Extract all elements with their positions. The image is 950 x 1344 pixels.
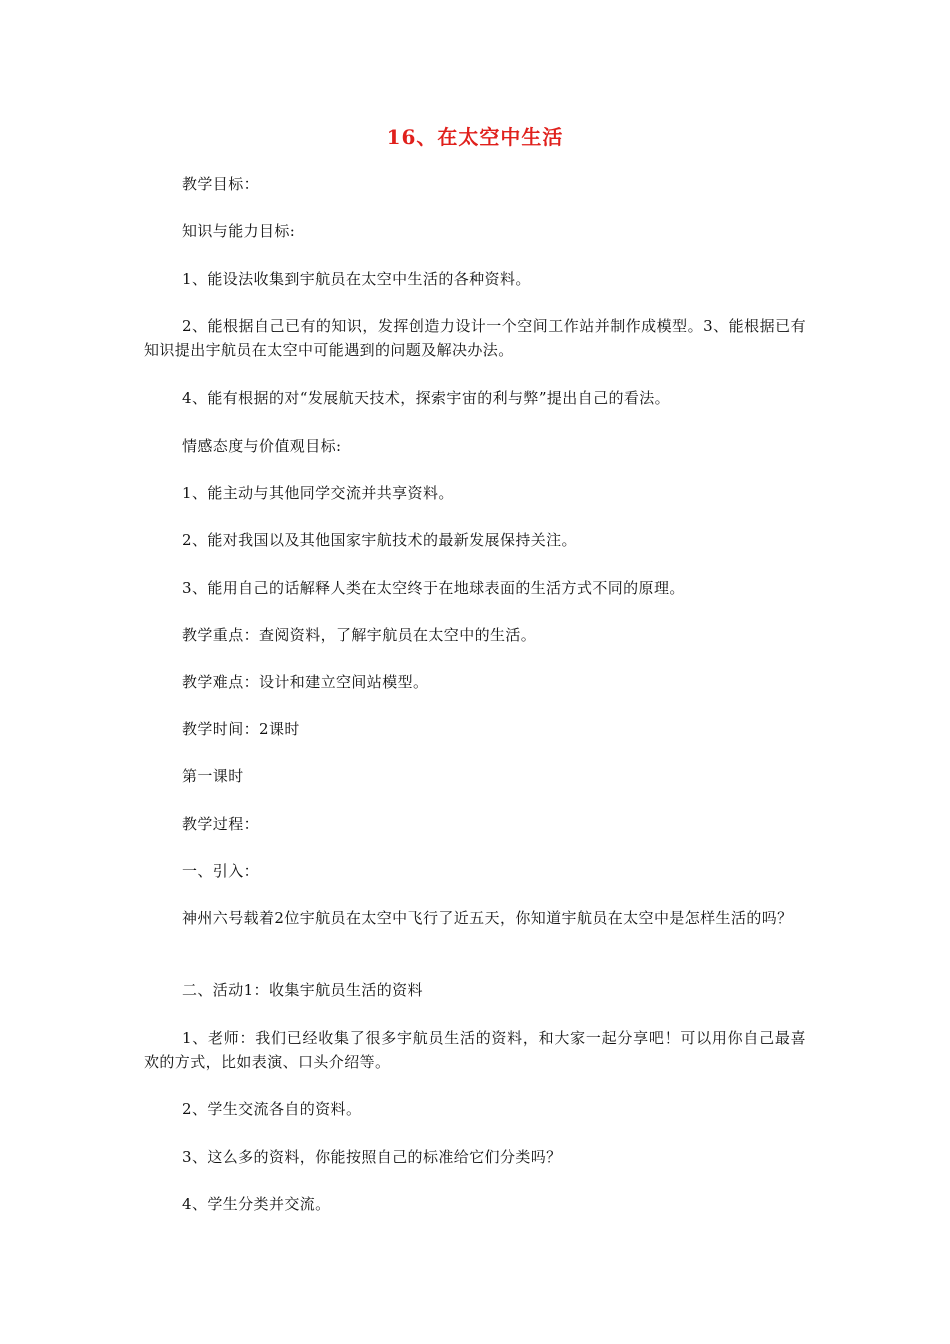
paragraph-shenzhou: 神州六号载着2位宇航员在太空中飞行了近五天，你知道宇航员在太空中是怎样生活的吗？ bbox=[182, 909, 793, 927]
paragraph-step-1: 1、老师：我们已经收集了很多宇航员生活的资料，和大家一起分享吧！可以用你自己最喜欢的方式，比如表演、口头介绍等。 bbox=[144, 1029, 806, 1071]
paragraph-introduction: 一、引入： bbox=[182, 862, 260, 880]
paragraph-difficulty: 教学难点：设计和建立空间站模型。 bbox=[182, 673, 429, 691]
paragraph-goal-4: 4、能有根据的对“发展航天技术，探索宇宙的利与弊”提出自己的看法。 bbox=[182, 389, 671, 407]
paragraph-teaching-process: 教学过程： bbox=[182, 815, 260, 833]
paragraph-step-3: 3、这么多的资料，你能按照自己的标准给它们分类吗？ bbox=[182, 1148, 562, 1166]
paragraph-knowledge-goals: 知识与能力目标: bbox=[182, 222, 296, 240]
paragraph-emotion-1: 1、能主动与其他同学交流并共享资料。 bbox=[182, 484, 454, 502]
paragraph-goal-2-3: 2、能根据自己已有的知识，发挥创造力设计一个空间工作站并制作成模型。3、能根据已有知识提出宇航员在太空中可能遇到的问题及解决办法。 bbox=[144, 317, 806, 359]
paragraph-emotion-3: 3、能用自己的话解释人类在太空终于在地球表面的生活方式不同的原理。 bbox=[182, 579, 685, 597]
document-title: 16、在太空中生活 bbox=[386, 125, 564, 149]
paragraph-teaching-goals: 教学目标： bbox=[182, 175, 260, 193]
paragraph-key-point: 教学重点：查阅资料，了解宇航员在太空中的生活。 bbox=[182, 626, 537, 644]
paragraph-teaching-time: 教学时间：2课时 bbox=[182, 720, 300, 738]
paragraph-first-lesson: 第一课时 bbox=[182, 767, 244, 785]
paragraph-step-2: 2、学生交流各自的资料。 bbox=[182, 1100, 362, 1118]
paragraph-goal-1: 1、能设法收集到宇航员在太空中生活的各种资料。 bbox=[182, 270, 531, 288]
paragraph-activity-1: 二、活动1：收集宇航员生活的资料 bbox=[182, 981, 423, 999]
paragraph-emotion-2: 2、能对我国以及其他国家宇航技术的最新发展保持关注。 bbox=[182, 531, 577, 549]
paragraph-step-4: 4、学生分类并交流。 bbox=[182, 1195, 331, 1213]
paragraph-emotion-goals: 情感态度与价值观目标: bbox=[182, 437, 342, 455]
